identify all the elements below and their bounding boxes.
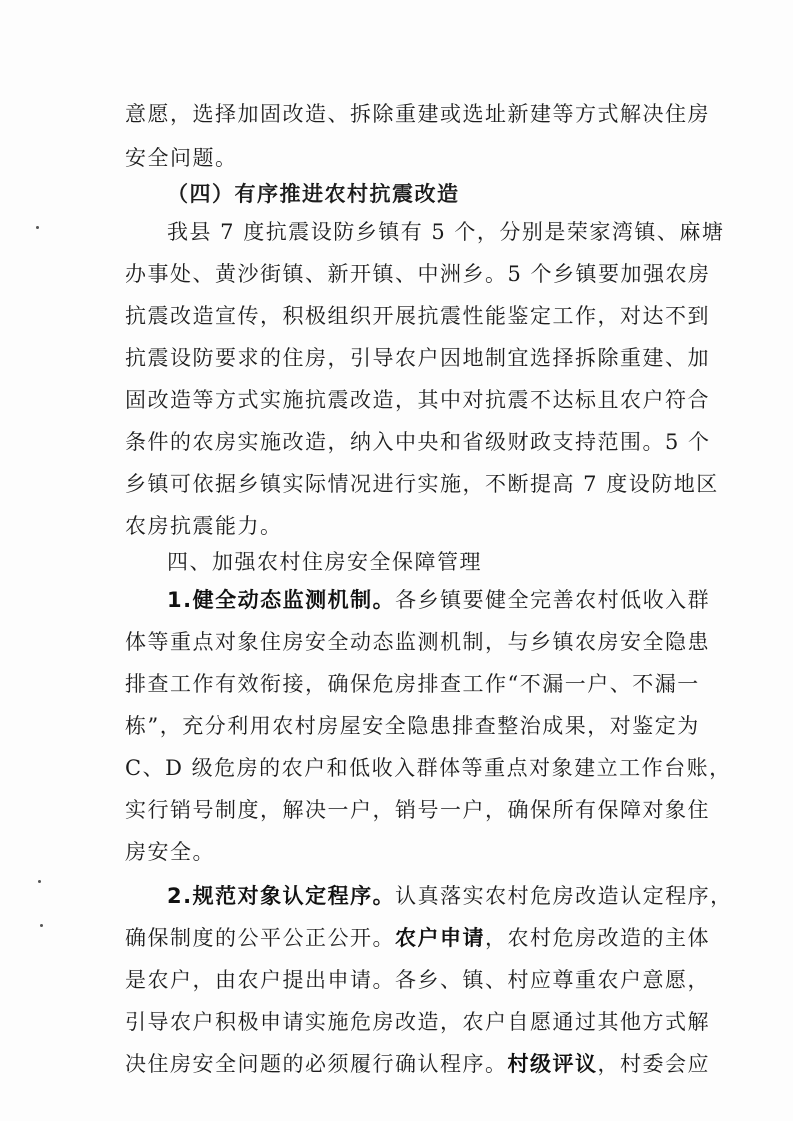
body-text-line: 乡镇可依据乡镇实际情况进行实施，不断提高 7 度设防地区 [125, 472, 719, 496]
body-text-line: 我县 7 度抗震设防乡镇有 5 个，分别是荣家湾镇、麻塘 [167, 220, 725, 244]
inline-text: 决住房安全问题的必须履行确认程序。 [125, 1052, 508, 1076]
body-text-line: 抗震设防要求的住房，引导农户因地制宜选择拆除重建、加 [125, 346, 710, 370]
body-text-line: 安全问题。 [125, 146, 238, 170]
body-text-line: 是农户，由农户提出申请。各乡、镇、村应尊重农户意愿， [125, 968, 710, 992]
scan-speck [36, 226, 39, 229]
inline-text: ，村委会应 [597, 1052, 710, 1076]
inline-text: 确保制度的公平公正公开。 [125, 926, 395, 950]
part-heading: 四、加强农村住房安全保障管理 [167, 550, 482, 574]
body-text-line: 实行销号制度，解决一户，销号一户，确保所有保障对象住 [125, 798, 710, 822]
body-text-line: 抗震改造宣传，积极组织开展抗震性能鉴定工作，对达不到 [125, 304, 710, 328]
item-1-lead: 1.健全动态监测机制。 [167, 588, 396, 612]
body-text-line: 体等重点对象住房安全动态监测机制，与乡镇农房安全隐患 [125, 630, 710, 654]
body-text-line: 意愿，选择加固改造、拆除重建或选址新建等方式解决住房 [125, 102, 710, 126]
body-text-line: 农房抗震能力。 [125, 514, 283, 538]
inline-bold-term: 村级评议 [507, 1052, 598, 1076]
item-2-first-line [167, 874, 733, 918]
body-text-line: 房安全。 [125, 840, 215, 864]
scan-speck [40, 924, 43, 927]
item-1-lead-rest: 各乡镇要健全完善农村低收入群 [395, 588, 711, 612]
body-text-line: 引导农户积极申请实施危房改造，农户自愿通过其他方式解 [125, 1010, 710, 1034]
section-heading: （四）有序推进农村抗震改造 [167, 182, 460, 206]
body-text-line: 排查工作有效衔接，确保危房排查工作“不漏一户、不漏一 [125, 672, 700, 696]
item-2-second-line [125, 916, 710, 960]
item-2-last-line [125, 1042, 710, 1086]
item-2-lead: 2.规范对象认定程序。 [167, 884, 396, 908]
item-2-lead-rest: 认真落实农村危房改造认定程序， [395, 884, 733, 908]
body-text-line: 固改造等方式实施抗震改造，其中对抗震不达标且农户符合 [125, 388, 710, 412]
body-text-line: 办事处、黄沙街镇、新开镇、中洲乡。5 个乡镇要加强农房 [125, 262, 711, 286]
item-1-first-line [167, 578, 711, 622]
body-text-line: 条件的农房实施改造，纳入中央和省级财政支持范围。5 个 [125, 430, 711, 454]
inline-bold-term: 农户申请 [395, 926, 485, 950]
body-text-line: C、D 级危房的农户和低收入群体等重点对象建立工作台账， [125, 756, 732, 780]
inline-text: ，农村危房改造的主体 [485, 926, 710, 950]
scan-speck [38, 880, 41, 883]
body-text-line: 栋”，充分利用农村房屋安全隐患排查整治成果，对鉴定为 [125, 714, 700, 738]
